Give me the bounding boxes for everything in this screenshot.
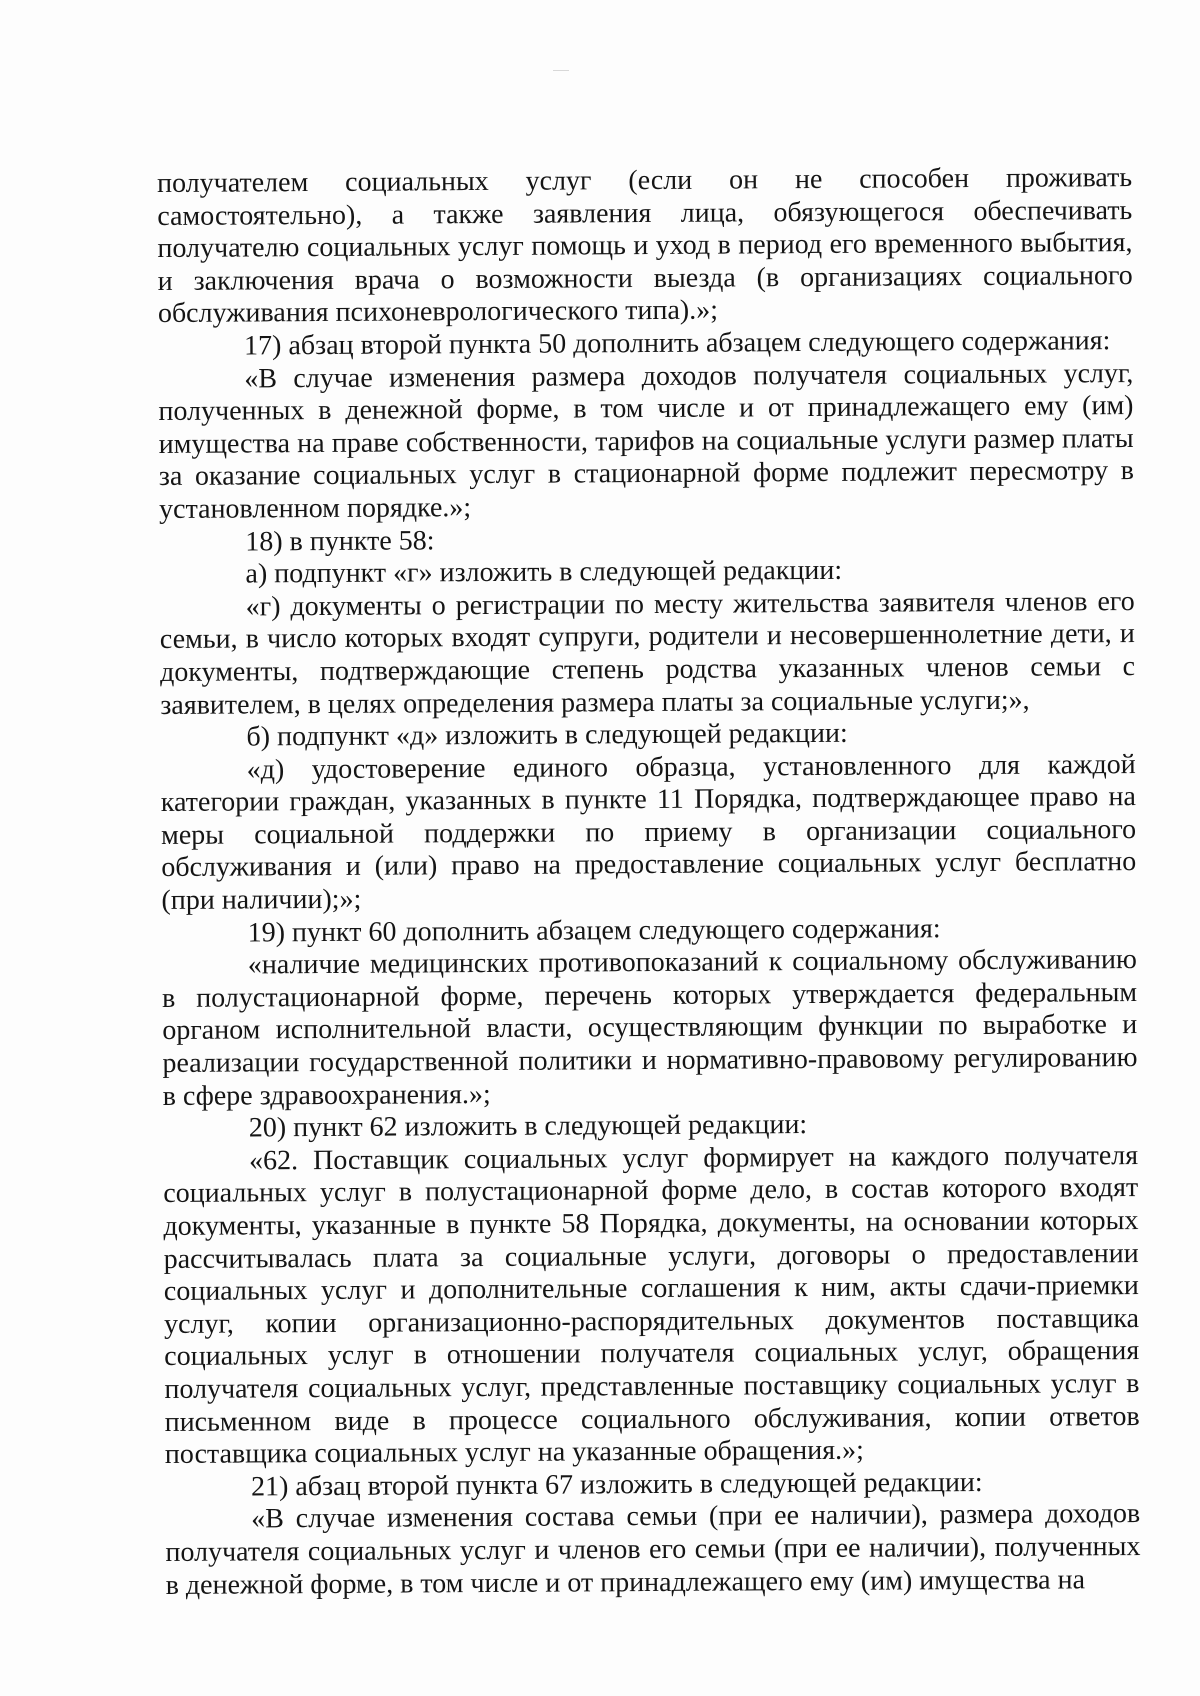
scan-artifact: [553, 70, 569, 71]
paragraph-item-20-content: «62. Поставщик социальных услуг формирует на каждого получателя социальных услуг в полустационарной форме дело, в состав которого входят документы, указанные в пункте 58 Порядка, документы, на основании которых рассчитывалась плата за социальные услуги, договоры о предоставлении социальных услуг и дополнительные соглашения к ним, акты сдачи-приемки услуг, копии организационно-распорядительных документов поставщика социальных услуг в отношении получателя социальных услуг, обращения получателя социальных услуг, представленные поставщику социальных услуг в письменном виде в процессе социального обслуживания, копии ответов поставщика социальных услуг на указанные обращения.»;: [163, 1139, 1140, 1471]
paragraph-item-21-content: «В случае изменения состава семьи (при ее наличии), размера доходов получателя социальных услуг и членов его семьи (при ее наличии), полученных в денежной форме, в том числе и от принадлежащего ему (им) имущества на: [165, 1498, 1141, 1601]
paragraph-item-18-b: б) подпункт «д» изложить в следующей редакции:: [246, 717, 848, 753]
paragraph-item-20: 20) пункт 62 изложить в следующей редакции:: [248, 1109, 808, 1144]
paragraph-item-18-a-content: «г) документы о регистрации по месту жительства заявителя членов его семьи, в число которых входят супруги, родители и несовершеннолетние дети, и документы, подтверждающие степень родства указанных членов семьи с заявителем, в целях определения размера платы за социальные услуги;»,: [159, 585, 1136, 721]
paragraph-item-18-b-content: «д) удостоверение единого образца, установленного для каждой категории граждан, указанных в пункте 11 Порядка, подтверждающее право на меры социальной поддержки по приему в организации социального обслуживания и (или) право на предоставление социальных услуг бесплатно (при наличии);»;: [160, 748, 1137, 917]
paragraph-item-21: 21) абзац второй пункта 67 изложить в следующей редакции:: [250, 1466, 983, 1503]
paragraph-item-18: 18) в пункте 58:: [245, 524, 435, 557]
document-body: [157, 162, 1141, 1602]
paragraph-item-18-a: а) подпункт «г» изложить в следующей редакции:: [245, 554, 843, 590]
paragraph-continuation: получателем социальных услуг (если он не способен проживать самостоятельно), а также заявления лица, обязующегося обеспечивать получателю социальных услуг помощь и уход в период его временного выбытия, и заключения врача о возможности выезда (в организациях социального обслуживания психоневрологического типа).»;: [157, 162, 1133, 330]
paragraph-item-17: 17) абзац второй пункта 50 дополнить абзацем следующего содержания:: [243, 325, 1111, 362]
paragraph-item-19: 19) пункт 60 дополнить абзацем следующего содержания:: [247, 912, 941, 949]
paragraph-item-17-content: «В случае изменения размера доходов получателя социальных услуг, полученных в денежной форме, в том числе и от принадлежащего ему (им) имущества на праве собственности, тарифов на социальные услуги размер платы за оказание социальных услуг в стационарной форме подлежит пересмотру в установленном порядке.»;: [158, 357, 1134, 525]
paragraph-item-19-content: «наличие медицинских противопоказаний к социальному обслуживанию в полустационарной форме, перечень которых утверждается федеральным органом исполнительной власти, осуществляющим функции по выработке и реализации государственной политики и нормативно-правовому регулированию в сфере здравоохранения.»;: [161, 944, 1138, 1112]
